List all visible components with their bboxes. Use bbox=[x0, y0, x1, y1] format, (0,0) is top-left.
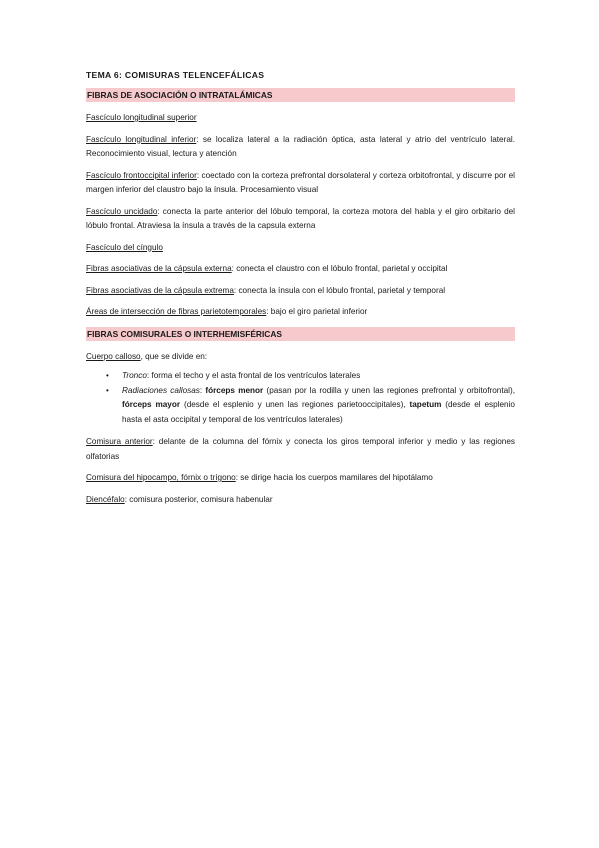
item-term: Comisura anterior bbox=[86, 437, 153, 446]
item-comisura-anterior bbox=[86, 435, 515, 464]
section-heading-asociacion: FIBRAS DE ASOCIACIÓN O INTRATALÁMICAS bbox=[86, 88, 515, 102]
list-item-tronco bbox=[106, 369, 515, 384]
item-diencefalo bbox=[86, 493, 515, 508]
item-term: Áreas de intersección de fibras parietotemporales bbox=[86, 307, 267, 316]
bullet-icon: • bbox=[106, 385, 109, 395]
item-term: Cuerpo calloso bbox=[86, 351, 141, 361]
item-fibras-capsula-extrema bbox=[86, 284, 515, 299]
list-item-text: (pasan por la rodilla y unen las regiones prefrontal y orbitofrontal), bbox=[263, 385, 515, 395]
item-term: Fascículo uncidado bbox=[86, 206, 158, 216]
list-item-radiaciones-callosas bbox=[106, 384, 515, 428]
list-item-text: : forma el techo y el asta frontal de los ventrículos laterales bbox=[146, 371, 361, 380]
document-title: TEMA 6: COMISURAS TELENCEFÁLICAS bbox=[86, 70, 265, 80]
list-item-text: (desde el esplenio hasta el asta occipital y temporal de los ventrículos laterales) bbox=[122, 400, 515, 424]
item-term: Fibras asociativas de la cápsula externa bbox=[86, 264, 232, 273]
tapetum-label: tapetum bbox=[409, 400, 442, 409]
item-term: Fascículo longitudinal superior bbox=[86, 113, 197, 122]
item-text: : se dirige hacia los cuerpos mamilares del hipotálamo bbox=[235, 473, 433, 482]
item-text: : comisura posterior, comisura habenular bbox=[124, 494, 273, 504]
item-text: : delante de la columna del fórnix y conecta los giros temporal inferior y medio y las regiones olfatorias bbox=[86, 437, 515, 461]
item-fibras-capsula-externa bbox=[86, 262, 515, 277]
item-text: : se localiza lateral a la radiación óptica, asta lateral y atrio del ventrículo lateral. Reconocimiento visual, lectura y atención bbox=[86, 134, 515, 158]
item-term: Fascículo del cíngulo bbox=[86, 242, 163, 252]
item-term: Diencéfalo bbox=[86, 494, 125, 504]
forceps-mayor-label: fórceps mayor bbox=[122, 400, 181, 409]
cuerpo-calloso-list bbox=[86, 369, 515, 427]
item-text: , que se divide en: bbox=[140, 351, 208, 361]
item-fasciculo-longitudinal-superior bbox=[86, 111, 515, 126]
item-text: : conecta el claustro con el lóbulo frontal, parietal y occipital bbox=[231, 264, 448, 273]
item-cuerpo-calloso bbox=[86, 350, 515, 365]
item-fasciculo-longitudinal-inferior bbox=[86, 133, 515, 162]
item-text: : coectado con la corteza prefrontal dorsolateral y corteza orbitofrontal, y discurre por el margen inferior del claustro bajo la ínsula. Procesamiento visual bbox=[86, 170, 516, 194]
item-fasciculo-frontoccipital-inferior bbox=[86, 169, 515, 198]
item-text: : bajo el giro parietal inferior bbox=[266, 307, 368, 316]
item-term: Comisura del hipocampo, fórnix o trígono bbox=[86, 473, 236, 482]
item-fasciculo-cingulo bbox=[86, 241, 515, 256]
item-term: Fascículo frontoccipital inferior bbox=[86, 170, 197, 180]
item-comisura-hipocampo bbox=[86, 471, 515, 486]
list-item-term: Tronco bbox=[122, 371, 147, 380]
forceps-menor-label: fórceps menor bbox=[205, 385, 264, 395]
item-fasciculo-uncidado bbox=[86, 205, 515, 234]
list-item-text: (desde el esplenio y unen las regiones parietooccipitales), bbox=[180, 400, 410, 409]
document-content bbox=[86, 70, 515, 514]
bullet-icon: • bbox=[106, 371, 109, 380]
section-heading-comisurales: FIBRAS COMISURALES O INTERHEMISFÉRICAS bbox=[86, 327, 515, 341]
item-text: : conecta la ínsula con el lóbulo frontal, parietal y temporal bbox=[233, 285, 446, 295]
item-term: Fascículo longitudinal inferior bbox=[86, 134, 197, 144]
list-item-term: Radiaciones callosas bbox=[122, 385, 200, 395]
item-text: : conecta la parte anterior del lóbulo temporal, la corteza motora del habla y el giro orbitario del lóbulo frontal. Atraviesa la ínsula a través de la capsula externa bbox=[86, 206, 515, 230]
item-term: Fibras asociativas de la cápsula extrema bbox=[86, 285, 234, 295]
list-item-text: : bbox=[199, 385, 206, 395]
item-areas-interseccion bbox=[86, 305, 515, 320]
